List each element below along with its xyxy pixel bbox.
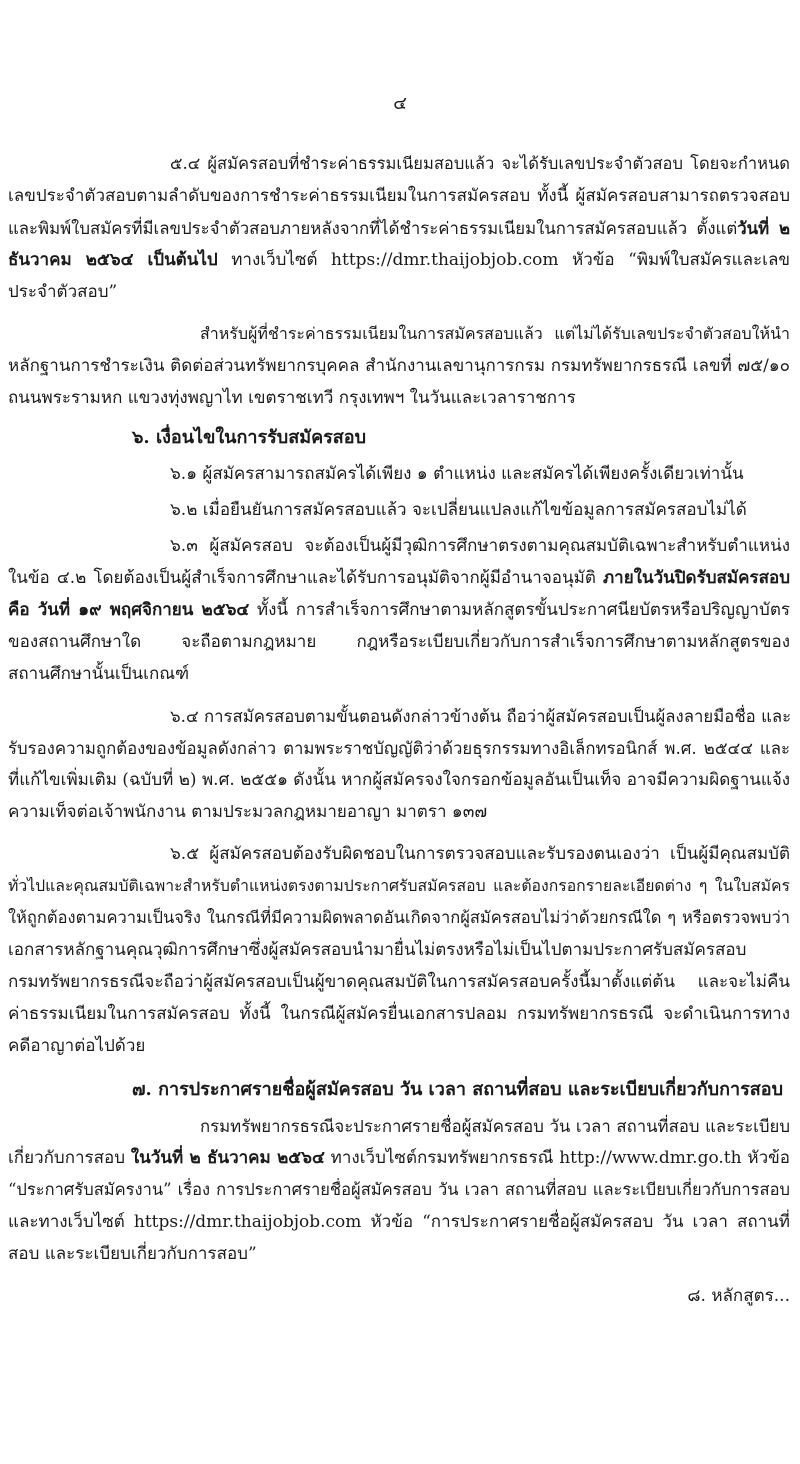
para-6-2: ๖.๒ เมื่อยืนยันการสมัครสอบแล้ว จะเปลี่ยนแปลงแก้ไขข้อมูลการสมัครสอบไม่ได้ (170, 500, 747, 520)
para-7-line-4: และทางเว็บไซต์ https://dmr.thaijobjob.com หัวข้อ “การประกาศรายชื่อผู้สมัครสอบ วัน เวลา สถานที่ (8, 1212, 790, 1232)
para-5-4-line-4: ธันวาคม ๒๕๖๔ เป็นต้นไป ทางเว็บไซต์ https://dmr.thaijobjob.com หัวข้อ “พิมพ์ใบสมัครและเลข (8, 250, 790, 270)
para-6-3-line-2: ในข้อ ๔.๒ โดยต้องเป็นผู้สำเร็จการศึกษาและได้รับการอนุมัติจากผู้มีอำนาจอนุมัติ ภายในวันปิดรับสมัครสอบ (8, 568, 790, 588)
para-6-5-line-6: ค่าธรรมเนียมในการสมัครสอบ ทั้งนี้ ในกรณีผู้สมัครยื่นเอกสารปลอม กรมทรัพยากรธรณี จะดำเนินการทาง (8, 1004, 790, 1024)
para-5-4-line-2: เลขประจำตัวสอบตามลำดับของการชำระค่าธรรมเนียมในการสมัครสอบ ทั้งนี้ ผู้สมัครสอบสามารถตรวจสอบ (8, 186, 790, 206)
para-7-line-3: “ประกาศรับสมัครงาน” เรื่อง การประกาศรายชื่อผู้สมัครสอบ วัน เวลา สถานที่สอบ และระเบียบเกี่ยวกับการสอบ (8, 1180, 790, 1199)
para-6-4-line-4: ความเท็จต่อเจ้าพนักงาน ตามประมวลกฎหมายอาญา มาตรา ๑๓๗ (8, 802, 488, 822)
para-6-4-line-2: รับรองความถูกต้องของข้อมูลดังกล่าว ตามพระราชบัญญัติว่าด้วยธุรกรรมทางอิเล็กทรอนิกส์ พ.ศ. ๒๕๔๔ และ (8, 738, 790, 758)
para-7-line-2: เกี่ยวกับการสอบ ในวันที่ ๒ ธันวาคม ๒๕๖๔ ทางเว็บไซต์กรมทรัพยากรธรณี http://www.dmr.go.th หัวข้อ (8, 1148, 791, 1168)
para-6-5-line-2: ทั่วไปและคุณสมบัติเฉพาะสำหรับตำแหน่งตรงตามประกาศรับสมัครสอบ และต้องกรอกรายละเอียดต่าง ๆ ในใบสมัคร (8, 876, 790, 895)
page-number: ๔ (393, 93, 407, 114)
para-6-5-line-3: ให้ถูกต้องตามความเป็นจริง ในกรณีที่มีความผิดพลาดอันเกิดจากผู้สมัครสอบไม่ว่าด้วยกรณีใด ๆ หรือตรวจพบว่า (8, 908, 790, 927)
section-6-heading: ๖. เงื่อนไขในการรับสมัครสอบ (132, 427, 367, 448)
para-6-4-line-1: ๖.๔ การสมัครสอบตามขั้นตอนดังกล่าวข้างต้น ถือว่าผู้สมัครสอบเป็นผู้ลงลายมือชื่อ และ (170, 706, 792, 726)
para-5-4-line-5: ประจำตัวสอบ” (8, 282, 118, 302)
para-6-3-line-5: สถานศึกษานั้นเป็นเกณฑ์ (8, 664, 190, 684)
section-7-heading: ๗. การประกาศรายชื่อผู้สมัครสอบ วัน เวลา สถานที่สอบ และระเบียบเกี่ยวกับการสอบ (132, 1079, 783, 1100)
para-6-5-line-4: เอกสารหลักฐานคุณวุฒิการศึกษาซึ่งผู้สมัครสอบนำมายื่นไม่ตรงหรือไม่เป็นไปตามประกาศรับสมัครสอบ (8, 940, 747, 960)
para-6-5-line-7: คดีอาญาต่อไปด้วย (8, 1036, 146, 1056)
para-6-5-line-1: ๖.๕ ผู้สมัครสอบต้องรับผิดชอบในการตรวจสอบและรับรองตนเองว่า เป็นผู้มีคุณสมบัติ (170, 844, 790, 864)
para-7-line-1: กรมทรัพยากรธรณีจะประกาศรายชื่อผู้สมัครสอบ วัน เวลา สถานที่สอบ และระเบียบ (200, 1116, 790, 1136)
para-6-1: ๖.๑ ผู้สมัครสามารถสมัครได้เพียง ๑ ตำแหน่ง และสมัครได้เพียงครั้งเดียวเท่านั้น (170, 464, 744, 484)
para-6-5-line-5: กรมทรัพยากรธรณีจะถือว่าผู้สมัครสอบเป็นผู้ขาดคุณสมบัติในการสมัครสอบครั้งนี้มาตั้งแต่ต้น และจะไม่คืน (8, 972, 790, 992)
para-6-3-line-3: คือ วันที่ ๑๙ พฤศจิกายน ๒๕๖๔ ทั้งนี้ การสำเร็จการศึกษาตามหลักสูตรขั้นประกาศนียบัตรหรือปริญญาบัตร (8, 600, 790, 620)
para-5-4-line-3: และพิมพ์ใบสมัครที่มีเลขประจำตัวสอบภายหลังจากที่ได้ชำระค่าธรรมเนียมในการสมัครสอบแล้ว ตั้งแต่วันที่ ๒ (8, 218, 790, 238)
para-5-4-line-1: ๕.๔ ผู้สมัครสอบที่ชำระค่าธรรมเนียมสอบแล้ว จะได้รับเลขประจำตัวสอบ โดยจะกำหนด (170, 154, 790, 173)
para-payment-line-1: สำหรับผู้ที่ชำระค่าธรรมเนียมในการสมัครสอบแล้ว แต่ไม่ได้รับเลขประจำตัวสอบให้นำ (200, 324, 790, 343)
next-page-indicator: ๘. หลักสูตร... (687, 1286, 790, 1306)
para-6-3-line-4: ของสถานศึกษาใด จะถือตามกฎหมาย กฎหรือระเบียบเกี่ยวกับการสำเร็จการศึกษาตามหลักสูตรของ (8, 632, 790, 652)
para-6-3-line-1: ๖.๓ ผู้สมัครสอบ จะต้องเป็นผู้มีวุฒิการศึกษาตรงตามคุณสมบัติเฉพาะสำหรับตำแหน่ง (170, 536, 790, 556)
para-payment-line-3: ถนนพระรามหก แขวงทุ่งพญาไท เขตราชเทวี กรุงเทพฯ ในวันและเวลาราชการ (8, 388, 576, 408)
para-7-line-5: สอบ และระเบียบเกี่ยวกับการสอบ” (8, 1244, 257, 1264)
para-6-4-line-3: ที่แก้ไขเพิ่มเติม (ฉบับที่ ๒) พ.ศ. ๒๕๕๑ ดังนั้น หากผู้สมัครจงใจกรอกข้อมูลอันเป็นเท็จ อาจมีความผิดฐานแจ้ง (8, 770, 791, 790)
para-payment-line-2: หลักฐานการชำระเงิน ติดต่อส่วนทรัพยากรบุคคล สำนักงานเลขานุการกรม กรมทรัพยากรธรณี เลขที่ ๗๕/๑๐ (8, 356, 790, 376)
